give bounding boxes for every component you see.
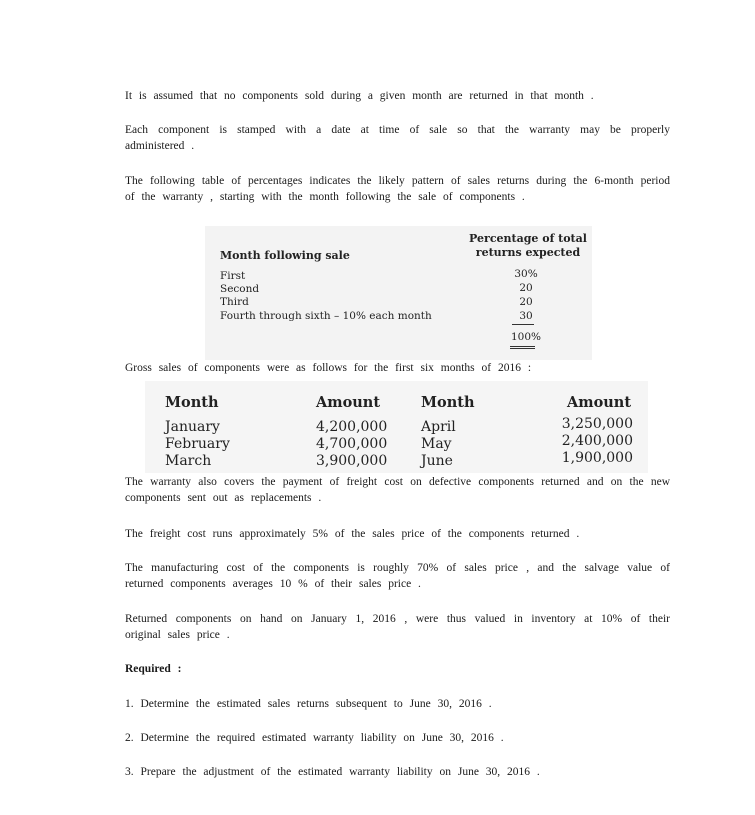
returns-table-header-percentage (463, 232, 593, 260)
returns-row-value: 30% (514, 268, 538, 280)
requirement-2: 2. Determine the required estimated warranty liability on June 30, 2016 . (125, 732, 504, 744)
required-heading: Required : (125, 663, 182, 675)
returns-row-label: Third (220, 296, 249, 308)
sales-month-left: January (165, 419, 220, 435)
requirement-1: 1. Determine the estimated sales returns subsequent to June 30, 2016 . (125, 698, 492, 710)
sales-header-month-right: Month (421, 394, 475, 411)
paragraph-returns-pattern: The following table of percentages indicates the likely pattern of sales returns during the 6-month period of the warranty , starting with the month following the sale of components . (125, 175, 670, 203)
sales-header-month-left: Month (165, 394, 219, 411)
sales-month-left: February (165, 436, 230, 452)
paragraph-gross-sales-intro: Gross sales of components were as follows for the first six months of 2016 : (125, 362, 532, 374)
sales-month-right: May (421, 436, 452, 452)
paragraph-manufacturing-cost: The manufacturing cost of the components is roughly 70% of sales price , and the salvage value of returned components averages 10 % of their sales price . (125, 562, 670, 590)
gross-sales-table (145, 381, 648, 473)
returns-row-value: 30 (519, 310, 533, 322)
sales-month-right: April (421, 419, 456, 435)
paragraph-no-same-month-returns: It is assumed that no components sold during a given month are returned in that month . (125, 90, 594, 102)
total-double-rule-bottom (510, 348, 535, 349)
sales-amount-right: 1,900,000 (561, 450, 633, 466)
returns-table-header-percentage-line1: Percentage of total (469, 232, 587, 245)
paragraph-freight-coverage: The warranty also covers the payment of freight cost on defective components returned and on the new components sent out as replacements . (125, 476, 670, 504)
total-rule (512, 324, 534, 325)
paragraph-returned-inventory: Returned components on hand on January 1, 2016 , were thus valued in inventory at 10% of their original sales price . (125, 613, 670, 641)
requirement-3: 3. Prepare the adjustment of the estimated warranty liability on June 30, 2016 . (125, 766, 540, 778)
returns-row-label: Fourth through sixth – 10% each month (220, 310, 432, 322)
returns-row-label: First (220, 270, 246, 282)
sales-amount-right: 2,400,000 (561, 433, 633, 449)
sales-header-amount-left: Amount (316, 394, 381, 411)
returns-row-value: 20 (519, 296, 533, 308)
sales-month-left: March (165, 453, 212, 469)
total-double-rule-top (510, 346, 535, 347)
sales-month-right: June (421, 453, 453, 469)
returns-table-header-percentage-line2: returns expected (475, 246, 581, 259)
returns-table-total: 100% (510, 331, 542, 343)
sales-amount-left: 4,700,000 (316, 436, 388, 452)
paragraph-freight-cost: The freight cost runs approximately 5% of the sales price of the components returned . (125, 528, 580, 540)
returns-percentage-table (205, 226, 592, 360)
returns-table-header-month: Month following sale (220, 249, 350, 262)
sales-amount-left: 4,200,000 (316, 419, 388, 435)
returns-row-label: Second (220, 283, 260, 295)
paragraph-date-stamp: Each component is stamped with a date at time of sale so that the warranty may be properly administered . (125, 124, 670, 152)
sales-header-amount-right: Amount (567, 394, 632, 411)
sales-amount-right: 3,250,000 (561, 416, 633, 432)
returns-row-value: 20 (519, 282, 533, 294)
sales-amount-left: 3,900,000 (316, 453, 388, 469)
